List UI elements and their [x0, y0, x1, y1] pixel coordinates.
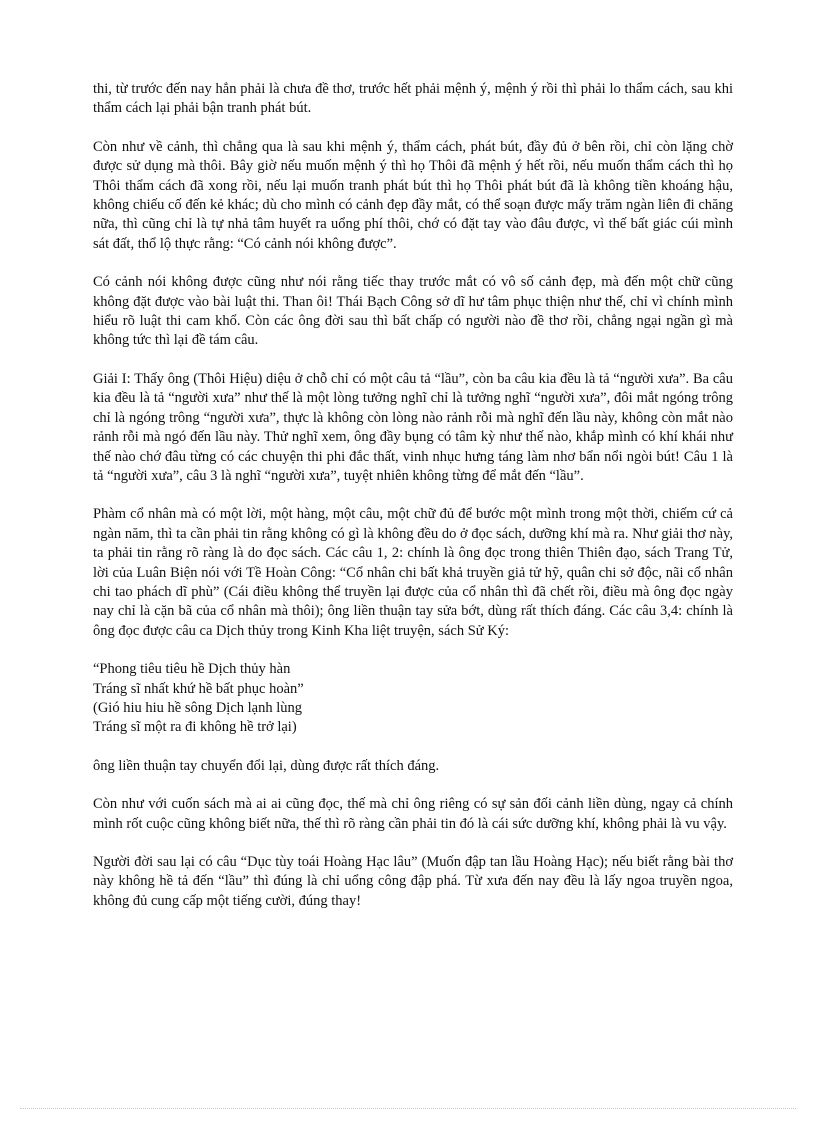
page-bottom-divider: [20, 1108, 796, 1109]
paragraph-6: ông liền thuận tay chuyển đổi lại, dùng được rất thích đáng.: [93, 757, 440, 774]
paragraph-3: Có cảnh nói không được cũng như nói rằng tiếc thay trước mắt có vô số cảnh đẹp, mà đến một chữ cũng không đặt được vào bài luật thi. Than ôi! Thái Bạch Công sở dĩ hư tâm phục thiện như thế, chỉ vì chính mình hiểu rõ luật thi cam khổ. Còn các ông đời sau thì bất chấp có người nào đề thơ rồi, chẳng ngại ngần gì mà không tức thì lại đề tám câu.: [93, 274, 733, 349]
verse-line-2: Tráng sĩ nhất khứ hề bất phục hoàn”: [93, 680, 304, 697]
verse-line-4: Tráng sĩ một ra đi không hề trở lại): [93, 719, 297, 736]
paragraph-5: Phàm cổ nhân mà có một lời, một hàng, một câu, một chữ đủ để bước một mình trong một thời, chiếm cứ cả ngàn năm, thì ta cần phải tin rằng không có gì là không đều do ở đọc sách, dưỡng khí mà ra. Như giải thơ này, ta phải tin rằng rõ ràng là do đọc sách. Các câu 1, 2: chính là ông đọc trong thiên Thiên đạo, sách Trang Tử, lời của Luân Biện nói với Tề Hoàn Công: “Cổ nhân chi bất khả truyền giả tử hỹ, quân chi sở độc, nãi cổ nhân chi tao phách dĩ phù” (Cái điều không thể truyền lại được của cổ nhân thì đã chết rồi, điều mà ông đọc ngày nay chỉ là cặn bã của cổ nhân mà thôi); ông liền thuận tay sửa bớt, dùng rất thích đáng. Các câu 3,4: chính là ông đọc được câu ca Dịch thủy trong Kinh Kha liệt truyện, sách Sử Ký:: [93, 506, 733, 639]
verse-block: [93, 660, 733, 738]
paragraph-4: Giải I: Thấy ông (Thôi Hiệu) diệu ở chỗ chỉ có một câu tả “lầu”, còn ba câu kia đều là tả “người xưa”. Ba câu kia đều là tả “người xưa” như thế là một lòng tưởng nghĩ chỉ là tưởng nghĩ “người xưa”, đôi mắt ngóng trông chỉ là ngóng trông “người xưa”, thực là không còn lòng nào rảnh rỗi mà nghĩ đến lầu này, không còn mắt nào rảnh rỗi mà ngó đến lầu này. Thử nghĩ xem, ông đầy bụng có tâm kỳ như thế nào, khắp mình có khí khái như thế nào chớ đâu từng có các chuyện thi phi đắc thất, vinh nhục hưng táng làm nhơ bẩn nổi ngòi bút! Câu 1 là tả “người xưa”, câu 3 là nghĩ “người xưa”, tuyệt nhiên không từng để mắt đến “lầu”.: [93, 370, 733, 484]
paragraph-2: Còn như về cảnh, thì chẳng qua là sau khi mệnh ý, thẩm cách, phát bút, đầy đủ ở bên rồi, chỉ còn lặng chờ được sử dụng mà thôi. Bây giờ nếu muốn mệnh ý thì họ Thôi đã mệnh ý hết rồi, nếu muốn thẩm cách thì họ Thôi thẩm cách đã xong rồi, nếu lại muốn tranh phát bút thì họ Thôi phát bút đã là không tiền khoáng hậu, không chiếu cố đến kẻ khác; dù cho mình có cảnh đẹp đầy mắt, có thể soạn được mấy trăm ngàn liên đi chăng nữa, thì cũng chỉ là tự nhả tâm huyết ra uổng phí thôi, chớ có đặt tay vào đâu được, vì thế bất giác cúi mình sát đất, thổ lộ thực rằng: “Có cảnh nói không được”.: [93, 138, 733, 252]
paragraph-8: Người đời sau lại có câu “Dục tùy toái Hoàng Hạc lâu” (Muốn đập tan lầu Hoàng Hạc); nếu biết rằng bài thơ này không hề tả đến “lầu” thì đúng là chỉ uổng công đập phá. Từ xưa đến nay đều là lấy ngoa truyền ngoa, không đủ cung cấp một tiếng cười, đúng thay!: [93, 854, 733, 909]
document-page: [93, 80, 733, 930]
paragraph-7: Còn như với cuốn sách mà ai ai cũng đọc, thế mà chỉ ông riêng có sự sản đối cảnh liền dùng, ngay cả chính mình rốt cuộc cũng không biết nữa, thế thì rõ ràng cần phải tin đó là cái sức dưỡng khí, không phải là vu vậy.: [93, 796, 733, 832]
paragraph-1: thi, từ trước đến nay hẳn phải là chưa đề thơ, trước hết phải mệnh ý, mệnh ý rồi thì phải lo thẩm cách, sau khi thẩm cách lại phải bận tranh phát bút.: [93, 81, 733, 117]
verse-line-3: (Gió hiu hiu hề sông Dịch lạnh lùng: [93, 699, 303, 716]
verse-line-1: “Phong tiêu tiêu hề Dịch thủy hàn: [93, 661, 291, 678]
